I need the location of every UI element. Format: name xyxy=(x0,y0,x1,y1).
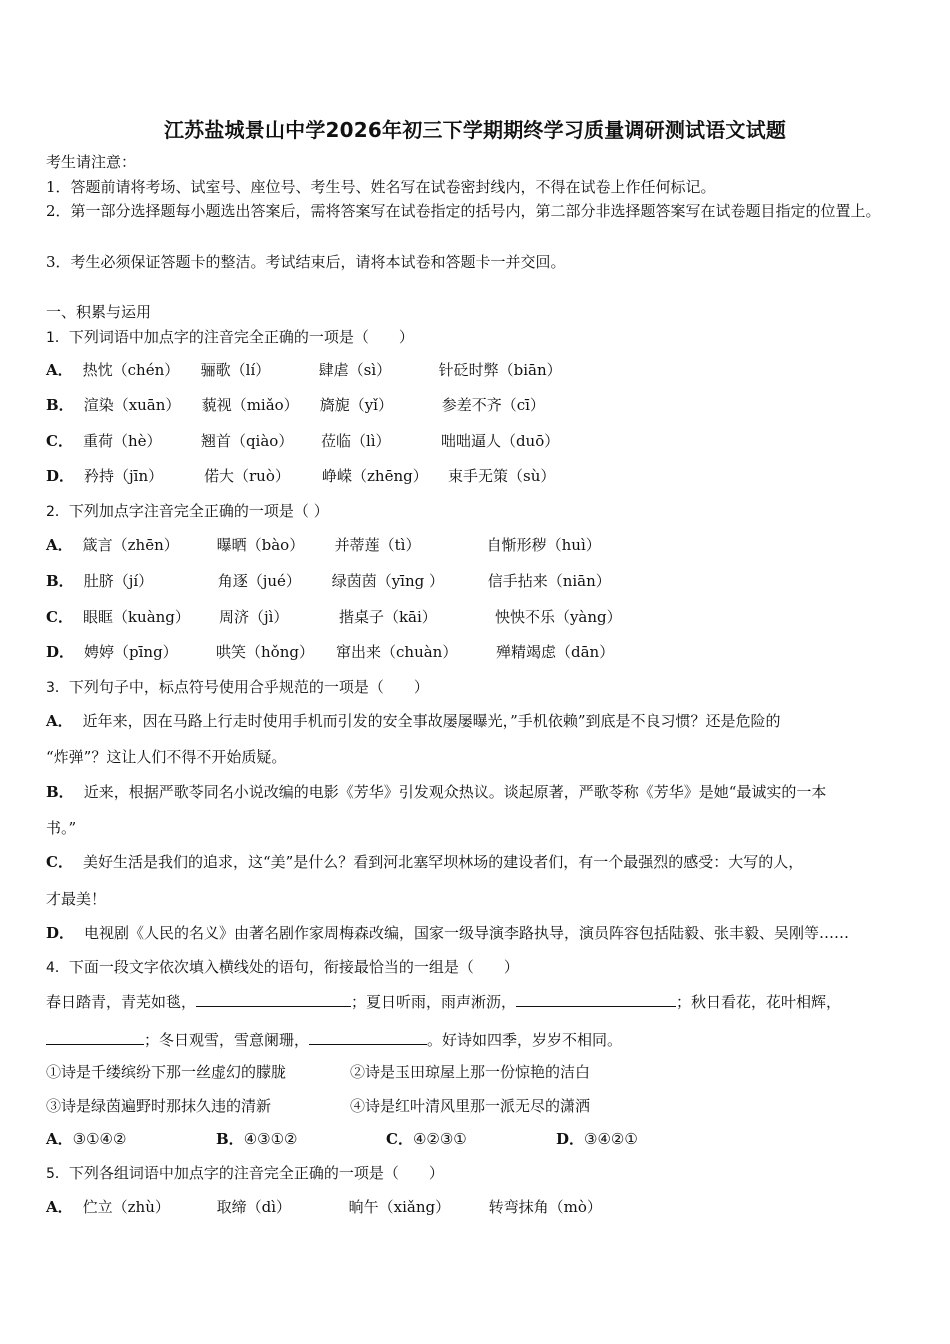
question-3 xyxy=(46,677,908,698)
option-label: A． xyxy=(46,361,73,379)
exam-title: 江苏盐城景山中学2026年初三下学期期终学习质量调研测试语文试题 xyxy=(163,118,787,142)
option-word: 曝晒（bào） xyxy=(216,536,305,554)
option-word: 信手拈来（niān） xyxy=(487,572,611,590)
q4-passage-line-2 xyxy=(46,1028,908,1050)
q4-choices-row-1 xyxy=(46,1062,908,1082)
option-word: 肆虐（sì） xyxy=(318,361,392,379)
question-stem: 下列加点字注音完全正确的一项是（ ） xyxy=(68,502,329,520)
option-word: 娉婷（pīng） xyxy=(84,643,178,661)
option-word: 肚脐（jí） xyxy=(83,572,154,590)
passage-text: ；秋日看花，花叶相辉， xyxy=(676,993,842,1011)
option-text: 电视剧《人民的名义》由著名剧作家周梅森改编，国家一级导演李路执导，演员阵容包括陆毅、张丰毅、吴刚等…… xyxy=(84,924,850,942)
option-label: C． xyxy=(46,853,73,871)
fill-blank-4[interactable] xyxy=(309,1028,427,1045)
option-label: B． xyxy=(46,572,74,590)
option-text: 近来，根据严歌苓同名小说改编的电影《芳华》引发观众热议。谈起原著，严歌苓称《芳华》是她“最诚实的一本 xyxy=(83,783,827,801)
notice-item-2: 2．第一部分选择题每小题选出答案后，需将答案写在试卷指定的括号内，第二部分非选择题答案写在试卷题目指定的位置上。 xyxy=(46,202,881,220)
option-label: A． xyxy=(46,1130,73,1148)
option-label: D． xyxy=(46,643,75,661)
option-word: 针砭时弊（biān） xyxy=(438,361,562,379)
question-1 xyxy=(46,327,908,348)
option-word: 渲染（xuān） xyxy=(83,396,181,414)
notice-item-1: 1．答题前请将考场、试室号、座位号、考生号、姓名写在试卷密封线内，不得在试卷上作任何标记。 xyxy=(46,178,716,196)
fill-blank-2[interactable] xyxy=(516,990,676,1007)
q2-option-a[interactable] xyxy=(46,535,908,555)
option-text: ④②③① xyxy=(412,1130,467,1148)
q3-option-a-cont: “炸弹”？这让人们不得不开始质疑。 xyxy=(46,748,287,766)
fill-blank-1[interactable] xyxy=(196,990,351,1007)
option-word: 藐视（miǎo） xyxy=(201,396,299,414)
question-stem: 下列词语中加点字的注音完全正确的一项是（ ） xyxy=(68,328,414,346)
option-word: 转弯抹角（mò） xyxy=(488,1198,602,1216)
q2-option-c[interactable] xyxy=(46,607,908,627)
q3-option-c[interactable] xyxy=(46,852,908,872)
choice-sentence: ③诗是绿茵遍野时那抹久违的清新 xyxy=(46,1097,272,1115)
q3-option-b[interactable] xyxy=(46,782,908,802)
option-word: 骊歌（lí） xyxy=(200,361,271,379)
option-word: 伫立（zhù） xyxy=(82,1198,170,1216)
notice-item-3: 3．考生必须保证答题卡的整洁。考试结束后，请将本试卷和答题卡一并交回。 xyxy=(46,253,566,271)
option-word: 绿茵茵（yīng ） xyxy=(331,572,444,590)
option-word: 眼眶（kuàng） xyxy=(82,608,190,626)
choice-sentence: ④诗是红叶清风里那一派无尽的潇洒 xyxy=(350,1097,591,1115)
option-word: 咄咄逼人（duō） xyxy=(440,432,560,450)
section-heading: 一、积累与运用 xyxy=(46,303,152,321)
option-word: 取缔（dì） xyxy=(216,1198,292,1216)
option-word: 晌午（xiǎng） xyxy=(348,1198,451,1216)
option-label: D． xyxy=(556,1130,585,1148)
option-word: 莅临（lì） xyxy=(320,432,391,450)
choice-sentence: ②诗是玉田琼屋上那一份惊艳的洁白 xyxy=(350,1063,591,1081)
question-stem: 下面一段文字依次填入横线处的语句，衔接最恰当的一组是（ ） xyxy=(68,958,519,976)
option-label: A． xyxy=(46,1198,73,1216)
option-word: 揩桌子（kāi） xyxy=(338,608,437,626)
option-word: 箴言（zhēn） xyxy=(82,536,179,554)
question-number: 3． xyxy=(46,680,69,696)
question-stem: 下列各组词语中加点字的注音完全正确的一项是（ ） xyxy=(68,1164,444,1182)
option-label: C． xyxy=(46,608,73,626)
fill-blank-3[interactable] xyxy=(46,1028,144,1045)
option-word: 殚精竭虑（dān） xyxy=(496,643,615,661)
q4-option-c[interactable] xyxy=(386,1129,556,1149)
question-5 xyxy=(46,1163,908,1184)
option-word: 周济（jì） xyxy=(218,608,289,626)
option-label: D． xyxy=(46,924,75,942)
passage-text: 。好诗如四季，岁岁不相同。 xyxy=(427,1031,623,1049)
choice-sentence: ①诗是千缕缤纷下那一丝虚幻的朦胧 xyxy=(46,1063,287,1081)
option-text: 近年来，因在马路上行走时使用手机而引发的安全事故屡屡曝光，”手机依赖”到底是不良习惯？还是危险的 xyxy=(82,712,781,730)
option-word: 偌大（ruò） xyxy=(204,467,290,485)
option-word: 并蒂莲（tì） xyxy=(334,536,421,554)
q2-option-b[interactable] xyxy=(46,571,908,591)
option-label: C． xyxy=(386,1130,413,1148)
option-label: A． xyxy=(46,712,73,730)
q3-option-b-cont: 书。” xyxy=(46,819,77,837)
option-word: 重荷（hè） xyxy=(82,432,162,450)
option-text: ④③①② xyxy=(243,1130,298,1148)
option-word: 窜出来（chuàn） xyxy=(336,643,458,661)
option-word: 角逐（jué） xyxy=(217,572,301,590)
option-word: 参差不齐（cī） xyxy=(441,396,545,414)
passage-text: ；夏日听雨，雨声淅沥， xyxy=(351,993,517,1011)
option-label: B． xyxy=(46,783,74,801)
option-label: B． xyxy=(46,396,74,414)
q4-option-a[interactable] xyxy=(46,1129,216,1149)
option-word: 翘首（qiào） xyxy=(200,432,294,450)
notice-heading: 考生请注意： xyxy=(46,153,137,171)
option-word: 旖旎（yǐ） xyxy=(319,396,393,414)
q5-option-a[interactable] xyxy=(46,1197,908,1217)
question-stem: 下列句子中，标点符号使用合乎规范的一项是（ ） xyxy=(68,678,429,696)
option-label: C． xyxy=(46,432,73,450)
q4-option-b[interactable] xyxy=(216,1129,386,1149)
question-4 xyxy=(46,957,908,978)
option-word: 怏怏不乐（yàng） xyxy=(494,608,622,626)
q3-option-d[interactable] xyxy=(46,923,908,943)
option-text: 美好生活是我们的追求，这“美”是什么？看到河北塞罕坝林场的建设者们，有一个最强烈的感受：大写的人， xyxy=(82,853,804,871)
q4-options xyxy=(46,1129,908,1149)
q1-option-c[interactable] xyxy=(46,431,908,451)
option-word: 峥嵘（zhēng） xyxy=(322,467,428,485)
option-word: 束手无策（sù） xyxy=(448,467,556,485)
question-2 xyxy=(46,501,908,522)
passage-text: ；冬日观雪，雪意阑珊， xyxy=(144,1031,310,1049)
option-word: 矜持（jīn） xyxy=(84,467,164,485)
question-number: 4． xyxy=(46,960,69,976)
option-word: 自惭形秽（huì） xyxy=(486,536,601,554)
q2-option-d[interactable] xyxy=(46,642,908,662)
option-word: 热忱（chén） xyxy=(82,361,180,379)
q1-option-a[interactable] xyxy=(46,360,908,380)
q3-option-c-cont: 才最美！ xyxy=(46,890,107,908)
option-text: ③①④② xyxy=(72,1130,127,1148)
option-text: ③④②① xyxy=(584,1130,638,1148)
q1-option-d[interactable] xyxy=(46,466,908,486)
q4-passage-line-1 xyxy=(46,990,908,1012)
q4-choices-row-2 xyxy=(46,1096,908,1116)
question-number: 1． xyxy=(46,330,69,346)
q3-option-a[interactable] xyxy=(46,711,908,731)
q1-option-b[interactable] xyxy=(46,395,908,415)
option-word: 哄笑（hǒng） xyxy=(216,643,314,661)
question-number: 2． xyxy=(46,504,69,520)
option-label: D． xyxy=(46,467,75,485)
q4-option-d[interactable] xyxy=(556,1129,726,1149)
passage-text: 春日踏青，青芜如毯， xyxy=(46,993,197,1011)
question-number: 5． xyxy=(46,1166,69,1182)
option-label: A． xyxy=(46,536,73,554)
option-label: B． xyxy=(216,1130,244,1148)
